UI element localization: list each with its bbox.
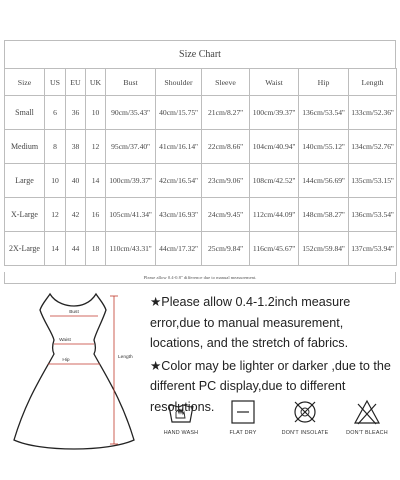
table-cell: 38 [66,130,86,164]
table-cell: 25cm/9.84'' [202,232,250,266]
table-cell: 44cm/17.32'' [156,232,202,266]
table-cell: 137cm/53.94'' [349,232,397,266]
table-cell: 152cm/59.84'' [299,232,349,266]
table-cell: 100cm/39.37'' [250,96,299,130]
length-label: Length [118,355,133,360]
column-header: Shoulder [156,69,202,96]
dress-measurement-diagram [10,290,140,470]
measurement-footnote: Please allow 0.4-0.8" difference due to manual measurement. [4,272,396,284]
table-cell: 133cm/52.36'' [349,96,397,130]
table-row [5,232,397,266]
flat-dry-icon [228,398,258,426]
table-cell: 108cm/42.52'' [250,164,299,198]
table-cell: Small [5,96,45,130]
care-instructions [152,398,396,448]
size-chart-title: Size Chart [4,40,396,68]
dress-outline [14,294,134,449]
table-cell: 140cm/55.12'' [299,130,349,164]
table-row [5,96,397,130]
table-row [5,198,397,232]
care-label: FLAT DRY [229,430,257,436]
table-row [5,130,397,164]
waist-label: Waist [59,338,71,343]
table-cell: 112cm/44.09'' [250,198,299,232]
column-header: Bust [106,69,156,96]
table-cell: 144cm/56.69'' [299,164,349,198]
table-cell: 110cm/43.31'' [106,232,156,266]
table-cell: 14 [45,232,66,266]
table-cell: 136cm/53.54'' [299,96,349,130]
table-cell: 41cm/16.14'' [156,130,202,164]
color-variation-note: ★Color may be lighter or darker ,due to the different PC display,due to different resolutions. [150,358,391,414]
column-header: Length [349,69,397,96]
hip-label: Hip [62,358,70,363]
table-cell: 95cm/37.40'' [106,130,156,164]
table-cell: Large [5,164,45,198]
table-cell: 8 [45,130,66,164]
care-item-do-not-insolate [276,398,334,448]
table-cell: 135cm/53.15'' [349,164,397,198]
table-cell: X-Large [5,198,45,232]
table-cell: 148cm/58.27'' [299,198,349,232]
table-cell: 136cm/53.54'' [349,198,397,232]
table-cell: 36 [66,96,86,130]
column-header: Hip [299,69,349,96]
table-cell: 44 [66,232,86,266]
table-cell: 42cm/16.54'' [156,164,202,198]
table-cell: 116cm/45.67'' [250,232,299,266]
table-cell: 134cm/52.76'' [349,130,397,164]
hand-wash-icon [166,398,196,426]
care-item-do-not-bleach [338,398,396,448]
table-cell: 10 [45,164,66,198]
care-label: DON'T INSOLATE [281,430,329,436]
care-label: DON'T BLEACH [346,430,388,436]
table-cell: 16 [86,198,106,232]
table-row [5,164,397,198]
column-header: Size [5,69,45,96]
table-cell: 12 [45,198,66,232]
table-cell: 100cm/39.37'' [106,164,156,198]
table-header-row [5,69,397,96]
table-cell: 18 [86,232,106,266]
column-header: UK [86,69,106,96]
care-label: HAND WASH [163,430,199,436]
care-item-flat-dry [214,398,272,448]
table-cell: 43cm/16.93'' [156,198,202,232]
table-cell: 10 [86,96,106,130]
column-header: US [45,69,66,96]
do-not-insolate-icon [290,398,320,426]
table-cell: 23cm/9.06'' [202,164,250,198]
column-header: EU [66,69,86,96]
table-cell: 105cm/41.34'' [106,198,156,232]
table-cell: 90cm/35.43'' [106,96,156,130]
table-cell: 40cm/15.75'' [156,96,202,130]
measurement-error-note: ★Please allow 0.4-1.2inch measure error,due to manual measurement, locations, and the stretch of fabrics. [150,295,351,350]
column-header: Sleeve [202,69,250,96]
care-item-hand-wash [152,398,210,448]
table-cell: Medium [5,130,45,164]
column-header: Waist [250,69,299,96]
table-cell: 6 [45,96,66,130]
bust-label: Bust [69,310,79,315]
table-cell: 2X-Large [5,232,45,266]
table-cell: 12 [86,130,106,164]
table-cell: 21cm/8.27'' [202,96,250,130]
table-cell: 42 [66,198,86,232]
table-cell: 24cm/9.45'' [202,198,250,232]
table-cell: 104cm/40.94'' [250,130,299,164]
table-cell: 14 [86,164,106,198]
size-chart-table [4,68,397,266]
do-not-bleach-icon [352,398,382,426]
table-cell: 22cm/8.66'' [202,130,250,164]
table-cell: 40 [66,164,86,198]
